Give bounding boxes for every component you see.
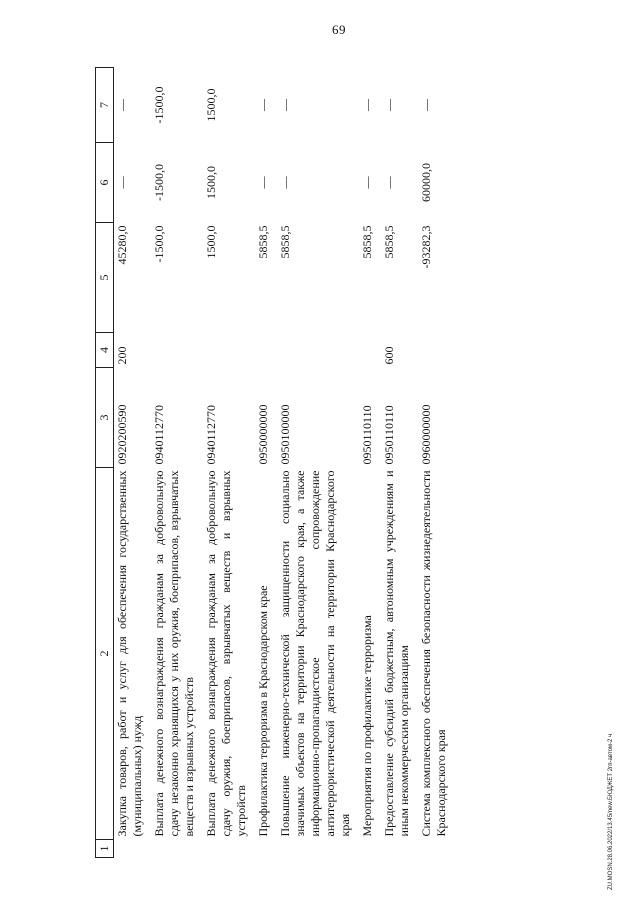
row-vr: [198, 333, 250, 368]
column-header: 4: [96, 333, 114, 368]
table-row: [146, 68, 198, 858]
row-vr: [272, 333, 354, 368]
row-code: 0950000000: [256, 404, 270, 465]
budget-table: [95, 67, 450, 858]
column-header: 6: [96, 143, 114, 223]
row-vr: [354, 333, 376, 368]
row-value-7: —: [256, 99, 270, 111]
row-value-7: —: [382, 99, 396, 111]
row-code: 0940112770: [204, 404, 218, 465]
row-value-5: 45280,0: [115, 225, 129, 265]
row-code: 0950100000: [278, 404, 292, 465]
row-code: 0940112770: [152, 404, 166, 465]
row-value-5: 5858,5: [256, 225, 270, 259]
row-name: Выплата денежного вознаграждения гражданам за добровольную сдачу незаконно хранящихся у них оружия, боеприпасов, взрывчатых веществ и взрывных устройств: [152, 470, 196, 837]
budget-table-container: [95, 68, 640, 858]
column-header: 7: [96, 68, 114, 143]
row-value-6: 60000,0: [419, 163, 433, 202]
row-value-7: —: [278, 99, 292, 111]
column-header: 5: [96, 223, 114, 333]
row-name: Мероприятия по профилактике терроризма: [360, 615, 374, 837]
document-stamp: ZU.MOSN.28.06.2022/13.45/new.БЮДЖЕТ 2гп-автом-2 ч: [608, 733, 614, 890]
table-row: [354, 68, 376, 858]
row-name: Профилактика терроризма в Краснодарском крае: [256, 585, 270, 837]
row-value-6: —: [278, 176, 292, 189]
row-name: Повышение инженерно-технической защищенности социально значимых объектов на территории Краснодарского края, а также информационно-пропагандистское сопровождение антитеррористической деятельности на территории Краснодарского края: [278, 470, 352, 837]
row-value-6: 1500,0: [204, 166, 218, 199]
row-code: 0950110110: [360, 405, 374, 465]
table-header-row: [96, 68, 114, 858]
row-vr: [413, 333, 450, 368]
row-value-6: —: [256, 176, 270, 189]
table-row: [250, 68, 272, 858]
row-value-5: 5858,5: [278, 225, 292, 259]
column-header: 1: [96, 840, 114, 858]
row-value-5: 5858,5: [360, 225, 374, 259]
row-value-7: -1500,0: [152, 86, 166, 124]
row-name: Система комплексного обеспечения безопасности жизнедеятельности Краснодарского края: [419, 470, 448, 837]
row-value-7: —: [419, 99, 433, 111]
row-value-7: —: [115, 99, 129, 111]
table-row: [114, 68, 147, 858]
row-vr: [250, 333, 272, 368]
row-value-5: 5858,5: [382, 225, 396, 259]
row-vr: [146, 333, 198, 368]
row-value-6: -1500,0: [152, 164, 166, 201]
row-value-6: —: [360, 176, 374, 189]
row-code: 0960000000: [419, 404, 433, 465]
table-row: [198, 68, 250, 858]
row-vr: 600: [382, 346, 396, 365]
table-row: [272, 68, 354, 858]
row-code: 0920200590: [115, 404, 129, 465]
table-row: [413, 68, 450, 858]
row-name: Выплата денежного вознаграждения гражданам за добровольную сдачу оружия, боеприпасов, взрывчатых веществ и взрывных устройств: [204, 470, 248, 837]
column-header: 3: [96, 368, 114, 468]
row-value-5: -93282,3: [419, 225, 433, 269]
row-value-5: 1500,0: [204, 225, 218, 259]
row-name: Закупка товаров, работ и услуг для обеспечения государственных (муниципальных) нужд: [115, 470, 144, 837]
row-value-5: -1500,0: [152, 225, 166, 263]
row-value-7: 1500,0: [204, 88, 218, 122]
page-number: 69: [332, 22, 346, 37]
table-row: [376, 68, 413, 858]
row-value-7: —: [360, 99, 374, 111]
row-value-6: —: [115, 176, 129, 189]
row-value-6: —: [382, 176, 396, 189]
column-header: 2: [96, 468, 114, 840]
row-code: 0950110110: [382, 405, 396, 465]
row-vr: 200: [115, 346, 129, 365]
row-name: Предоставление субсидий бюджетным, автономным учреждениям и иным некоммерческим организациям: [382, 470, 411, 837]
